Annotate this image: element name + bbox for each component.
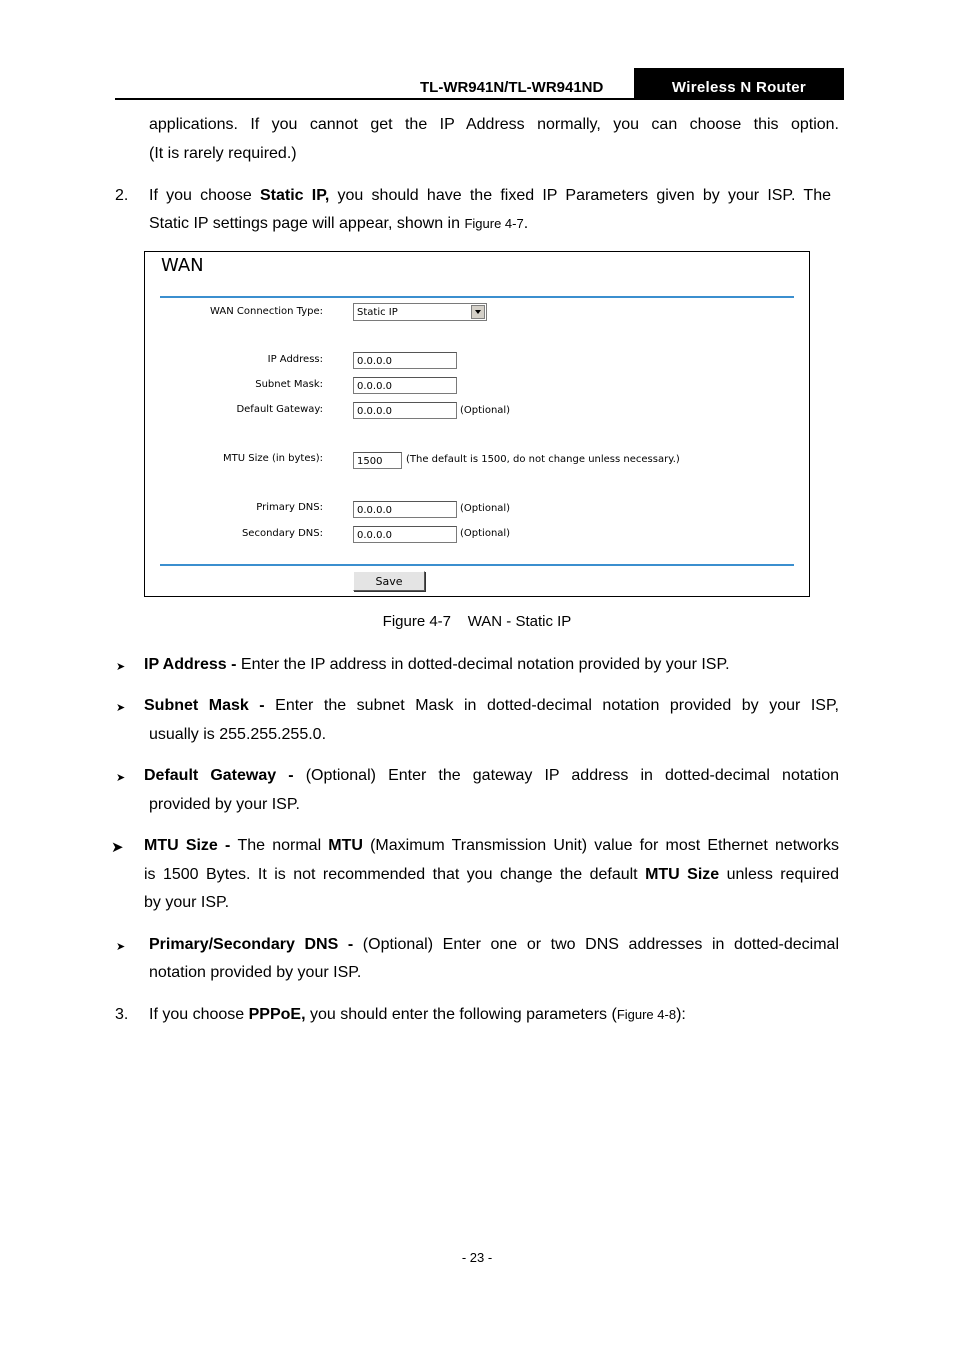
bullet-mtu-size-line-3: by your ISP.: [144, 894, 230, 911]
item-2-line-2: Static IP settings page will appear, shown in Figure 4-7.: [149, 215, 529, 232]
bullet-dns-line-2: notation provided by your ISP.: [149, 964, 362, 981]
bullet-default-gateway: Default Gateway - (Optional) Enter the gateway IP address in dotted-decimal notation: [144, 767, 839, 784]
primary-dns-field[interactable]: 0.0.0.0: [353, 501, 457, 518]
header-model: TL-WR941N/TL-WR941ND: [420, 79, 604, 96]
subnet-mask-field[interactable]: 0.0.0.0: [353, 377, 457, 394]
bullet-arrow-icon: ➤: [116, 941, 126, 953]
bullet-arrow-icon: ➤: [116, 661, 126, 673]
mtu-size-label: MTU Size (in bytes):: [223, 453, 323, 464]
panel-title: WAN: [161, 255, 204, 276]
connection-type-value: Static IP: [357, 307, 398, 318]
item-2-line-1: If you choose Static IP, you should have the fixed IP Parameters given by your ISP. The: [149, 187, 832, 204]
intro-line-1: applications. If you cannot get the IP Address normally, you can choose this option.: [149, 116, 839, 133]
bullet-ip-address: IP Address - Enter the IP address in dotted-decimal notation provided by your ISP.: [144, 656, 730, 673]
bullet-mtu-size: MTU Size - The normal MTU (Maximum Transmission Unit) value for most Ethernet networks: [144, 837, 839, 854]
wan-settings-panel: [144, 251, 810, 597]
chevron-down-icon[interactable]: [471, 305, 485, 319]
subnet-mask-label: Subnet Mask:: [255, 379, 323, 390]
panel-bottom-rule: [160, 564, 794, 566]
item-3-text: If you choose PPPoE, you should enter the following parameters (Figure 4-8):: [149, 1006, 686, 1023]
default-gateway-field[interactable]: 0.0.0.0: [353, 402, 457, 419]
mtu-note: (The default is 1500, do not change unless necessary.): [406, 454, 680, 465]
bullet-subnet-mask: Subnet Mask - Enter the subnet Mask in dotted-decimal notation provided by your ISP,: [144, 697, 840, 714]
panel-top-rule: [160, 296, 794, 298]
primary-dns-optional-note: (Optional): [460, 503, 511, 514]
gateway-optional-note: (Optional): [460, 405, 511, 416]
item-2-number: 2.: [115, 187, 129, 204]
page-number: - 23 -: [461, 1250, 493, 1265]
bullet-arrow-icon: ➤: [111, 839, 124, 856]
ip-address-label: IP Address:: [267, 354, 323, 365]
connection-type-select[interactable]: [353, 303, 487, 321]
figure-ref: Figure 4-8: [616, 1007, 677, 1022]
ip-address-field[interactable]: 0.0.0.0: [353, 352, 457, 369]
intro-line-2: (It is rarely required.): [149, 145, 297, 162]
secondary-dns-label: Secondary DNS:: [241, 528, 323, 539]
secondary-dns-field[interactable]: 0.0.0.0: [353, 526, 457, 543]
figure-caption: Figure 4-7 WAN - Static IP: [382, 613, 572, 630]
connection-type-label: WAN Connection Type:: [210, 306, 323, 317]
default-gateway-label: Default Gateway:: [236, 404, 323, 415]
bullet-dns: Primary/Secondary DNS - (Optional) Enter one or two DNS addresses in dotted-decimal: [149, 936, 839, 953]
bullet-mtu-size-line-2: is 1500 Bytes. It is not recommended that you change the default MTU Size unless required: [144, 866, 839, 883]
figure-ref: Figure 4-7: [464, 216, 524, 231]
primary-dns-label: Primary DNS:: [256, 502, 323, 513]
header-rule: [115, 98, 844, 100]
save-button[interactable]: Save: [353, 571, 425, 591]
bullet-default-gateway-line-2: provided by your ISP.: [149, 796, 300, 813]
mtu-size-field[interactable]: 1500: [353, 452, 402, 469]
bullet-arrow-icon: ➤: [116, 772, 126, 784]
secondary-dns-optional-note: (Optional): [460, 528, 511, 539]
header-product: Wireless N Router: [634, 68, 844, 99]
bullet-arrow-icon: ➤: [116, 702, 126, 714]
item-3-number: 3.: [115, 1006, 129, 1023]
bullet-subnet-mask-line-2: usually is 255.255.255.0.: [149, 726, 327, 743]
